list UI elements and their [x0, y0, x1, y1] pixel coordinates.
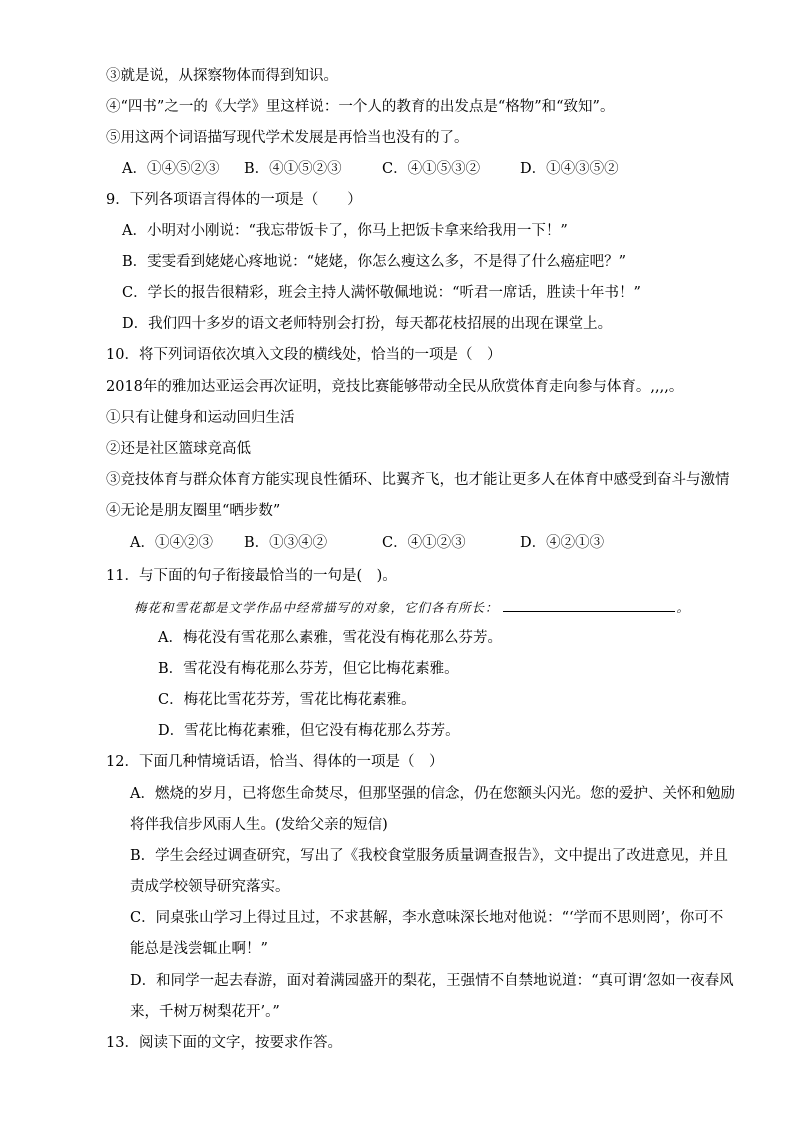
q8-option-a[interactable]: A．①④⑤②③ — [122, 161, 220, 177]
q10-sentence-3: ③竞技体育与群众体育方能实现良性循环、比翼齐飞，也才能让更多人在体育中感受到奋斗与激情 — [106, 472, 730, 488]
q10-option-a[interactable]: A．①④②③ — [130, 535, 213, 551]
q9-option-b[interactable]: B．雯雯看到姥姥心疼地说：“姥姥，你怎么瘦这么多，不是得了什么癌症吧？” — [122, 254, 626, 270]
q11-option-d[interactable]: D．雪花比梅花素雅，但它没有梅花那么芬芳。 — [158, 723, 460, 739]
q12-option-a-cont: 将伴我信步风雨人生。(发给父亲的短信) — [130, 817, 388, 833]
q12-option-c[interactable]: C．同桌张山学习上得过且过，不求甚解，李水意味深长地对他说：“‘学而不思则罔’，你可不 — [130, 910, 724, 926]
q11-option-c[interactable]: C．梅花比雪花芬芳，雪花比梅花素雅。 — [158, 692, 416, 708]
q10-option-c[interactable]: C．④①②③ — [382, 535, 466, 551]
q10-sentence-2: ②还是社区篮球竞高低 — [106, 441, 251, 457]
q10-sentence-1: ①只有让健身和运动回归生活 — [106, 410, 295, 426]
q13-stem: 13．阅读下面的文字，按要求作答。 — [106, 1035, 342, 1051]
q11-option-b[interactable]: B．雪花没有梅花那么芬芳，但它比梅花素雅。 — [158, 661, 459, 677]
q8-sentence-4: ④“四书”之一的《大学》里这样说：一个人的教育的出发点是“格物”和“致知”。 — [106, 99, 615, 115]
q12-option-d[interactable]: D．和同学一起去春游，面对着满园盛开的梨花，王强情不自禁地说道：“真可谓‘忽如一夜春风 — [130, 973, 734, 989]
q11-answer-blank[interactable] — [503, 597, 675, 612]
q8-option-d[interactable]: D．①④③⑤② — [520, 161, 619, 177]
q9-stem: 9．下列各项语言得体的一项是（ ） — [106, 192, 362, 208]
q12-option-b-cont: 责成学校领导研究落实。 — [130, 879, 290, 895]
q8-option-b[interactable]: B．④①⑤②③ — [244, 161, 342, 177]
q11-option-a[interactable]: A．梅花没有雪花那么素雅，雪花没有梅花那么芬芳。 — [158, 630, 502, 646]
q12-option-d-cont: 来，千树万树梨花开’。” — [130, 1004, 280, 1020]
q12-stem: 12．下面几种情境话语，恰当、得体的一项是（ ） — [106, 754, 444, 770]
q10-stem: 10．将下列词语依次填入文段的横线处，恰当的一项是（ ） — [106, 347, 502, 363]
q10-option-d[interactable]: D．④②①③ — [520, 535, 605, 551]
q10-sentence-4: ④无论是朋友圈里“晒步数” — [106, 503, 281, 519]
q10-passage: 2018年的雅加达亚运会再次证明，竞技比赛能够带动全民从欣赏体育走向参与体育。,,,,。 — [106, 379, 684, 395]
q8-option-c[interactable]: C．④①⑤③② — [382, 161, 481, 177]
q8-sentence-5: ⑤用这两个词语描写现代学术发展是再恰当也没有的了。 — [106, 130, 469, 146]
q9-option-a[interactable]: A．小明对小刚说：“我忘带饭卡了，你马上把饭卡拿来给我用一下！” — [122, 223, 568, 239]
q12-option-a[interactable]: A．燃烧的岁月，已将您生命焚尽，但那坚强的信念，仍在您额头闪光。您的爱护、关怀和勉励 — [130, 786, 735, 802]
q8-sentence-3: ③就是说，从探察物体而得到知识。 — [106, 68, 338, 84]
q11-stem: 11．与下面的句子衔接最恰当的一句是( )。 — [106, 568, 397, 584]
q11-period: 。 — [676, 600, 691, 615]
q9-option-c[interactable]: C．学长的报告很精彩，班会主持人满怀敬佩地说：“听君一席话，胜读十年书！” — [122, 285, 641, 301]
q9-option-d[interactable]: D．我们四十多岁的语文老师特别会打扮，每天都花枝招展的出现在课堂上。 — [122, 316, 613, 332]
q11-sentence — [134, 597, 690, 618]
q11-sentence-text: 梅花和雪花都是文学作品中经常描写的对象，它们各有所长： — [134, 600, 499, 615]
q12-option-c-cont: 能总是浅尝辄止啊！” — [130, 941, 268, 957]
q12-option-b[interactable]: B．学生会经过调查研究，写出了《我校食堂服务质量调查报告》，文中提出了改进意见，并且 — [130, 848, 728, 864]
q10-option-b[interactable]: B．①③④② — [244, 535, 328, 551]
